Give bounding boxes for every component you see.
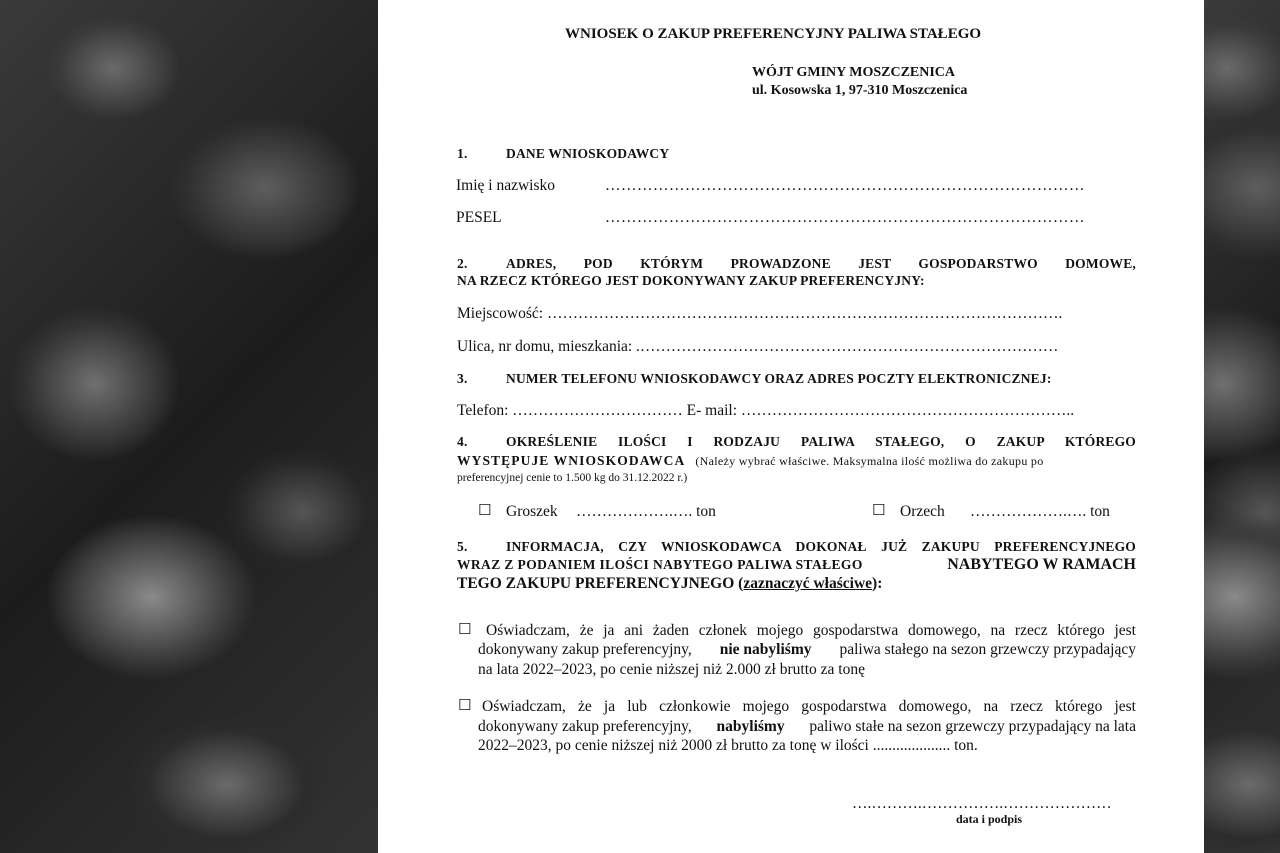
city-field[interactable]: Miejscowość: ………………………………………………………………………………………. xyxy=(457,305,1063,322)
section4-heading-line1: OKREŚLENIE ILOŚCI I RODZAJU PALIWA STAŁEGO, O ZAKUP KTÓREGO xyxy=(506,434,1136,449)
section5-heading-line2b: NABYTEGO W RAMACH xyxy=(947,556,1136,573)
section5-number: 5. xyxy=(457,539,468,554)
declaration1-line2c: paliwa stałego na sezon grzewczy przypadający xyxy=(839,641,1136,658)
section2-heading-line1: ADRES, POD KTÓRYM PROWADZONE JEST GOSPODARSTWO DOMOWE, xyxy=(506,256,1136,271)
section5-heading-line3b: ): xyxy=(872,575,883,592)
declaration2-checkbox[interactable]: ☐ xyxy=(458,696,472,714)
groszek-checkbox[interactable]: ☐ xyxy=(478,501,492,519)
signature-field[interactable]: ….……….…………….………………… xyxy=(852,795,1112,812)
coal-background-right xyxy=(1204,0,1280,853)
section5-heading-line1: INFORMACJA, CZY WNIOSKODAWCA DOKONAŁ JUŻ ZAKUPU PREFERENCYJNEGO xyxy=(506,539,1136,554)
section3-heading: NUMER TELEFONU WNIOSKODAWCY ORAZ ADRES POCZTY ELEKTRONICZNEJ: xyxy=(506,371,1052,386)
pesel-label: PESEL xyxy=(456,209,502,226)
street-field[interactable]: Ulica, nr domu, mieszkania: .……………………………………………………………………… xyxy=(457,338,1059,355)
section4-heading-bold: WYSTĘPUJE WNIOSKODAWCA xyxy=(457,453,686,468)
declaration2-line2a: dokonywany zakup preferencyjny, xyxy=(478,718,692,735)
section4-number: 4. xyxy=(457,434,468,449)
declaration1-line1: Oświadczam, że ja ani żaden członek mojego gospodarstwa domowego, na rzecz którego jest xyxy=(486,622,1136,639)
declaration2-purchased: nabyliśmy xyxy=(716,718,785,735)
section4-note-line3: preferencyjnej cenie to 1.500 kg do 31.12.2022 r.) xyxy=(457,472,688,484)
section5-heading-line2a: WRAZ Z PODANIEM ILOŚCI NABYTEGO PALIWA STAŁEGO xyxy=(457,557,863,572)
application-form-page xyxy=(378,0,1204,853)
declaration1-line2a: dokonywany zakup preferencyjny, xyxy=(478,641,692,658)
section5-heading-line2 xyxy=(457,556,1136,574)
phone-email-field[interactable]: Telefon: …………………………… E- mail: ……………………………………………………….. xyxy=(457,402,1075,419)
signature-label: data i podpis xyxy=(956,812,1023,826)
section4-note: (Należy wybrać właściwe. Maksymalna ilość możliwa do zakupu po xyxy=(695,454,1044,468)
section4-heading-line2 xyxy=(457,453,1136,469)
section5-heading-line3a: TEGO ZAKUPU PREFERENCYJNEGO ( xyxy=(457,575,744,592)
section3-number: 3. xyxy=(457,371,468,386)
declaration1-checkbox[interactable]: ☐ xyxy=(458,620,472,638)
section5-heading-line3 xyxy=(457,575,882,593)
declaration2-line3: 2022–2023, po cenie niższej niż 2000 zł brutto za tonę w ilości .................... ton. xyxy=(478,737,978,754)
section2-heading-line2: NA RZECZ KTÓREGO JEST DOKONYWANY ZAKUP PREFERENCYJNY: xyxy=(457,273,925,288)
orzech-label: Orzech xyxy=(900,503,945,520)
orzech-checkbox[interactable]: ☐ xyxy=(872,501,886,519)
name-label: Imię i nazwisko xyxy=(456,177,556,194)
declaration2-line2 xyxy=(478,718,1136,736)
declaration1-line3: na lata 2022–2023, po cenie niższej niż 2.000 zł brutto za tonę xyxy=(478,661,865,678)
declaration1-not-purchased: nie nabyliśmy xyxy=(719,641,812,658)
section2-number: 2. xyxy=(457,256,468,271)
declaration2-line2c: paliwo stałe na sezon grzewczy przypadający na lata xyxy=(809,718,1136,735)
addressee-name: WÓJT GMINY MOSZCZENICA xyxy=(752,65,956,80)
form-title: WNIOSEK O ZAKUP PREFERENCYJNY PALIWA STAŁEGO xyxy=(565,26,982,42)
section1-heading: DANE WNIOSKODAWCY xyxy=(506,146,670,161)
pesel-field[interactable]: ……………………………………………………………………………… xyxy=(605,209,1085,226)
name-field[interactable]: ……………………………………………………………………………… xyxy=(605,177,1085,194)
addressee-address: ul. Kosowska 1, 97-310 Moszczenica xyxy=(752,83,968,98)
groszek-label: Groszek xyxy=(506,503,558,520)
section1-number: 1. xyxy=(457,146,468,161)
section5-heading-line3u: zaznaczyć właściwe xyxy=(743,575,873,592)
declaration2-line1: Oświadczam, że ja lub członkowie mojego gospodarstwa domowego, na rzecz którego jest xyxy=(482,698,1136,715)
orzech-amount-field[interactable]: ……………….…. ton xyxy=(970,503,1110,520)
groszek-amount-field[interactable]: ……………….…. ton xyxy=(576,503,716,520)
coal-background-left xyxy=(0,0,378,853)
declaration1-line2 xyxy=(478,641,1136,659)
